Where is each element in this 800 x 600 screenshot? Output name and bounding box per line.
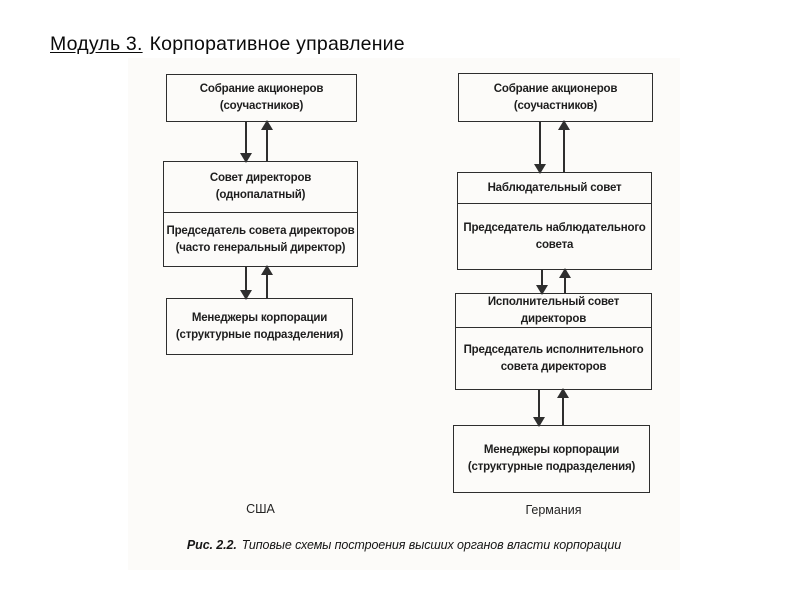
usa-shareholders-box [166,74,357,122]
germany-supervisory-chairman-line1: Председатель наблюдательного [463,221,646,234]
usa-arrow-up-1 [266,122,268,161]
figure-caption-number: Рис. 2.2. [186,538,237,552]
germany-arrow-down-2 [541,270,543,293]
germany-supervisory-line1: Наблюдательный совет [487,181,622,194]
germany-executive-cell [456,294,651,328]
germany-supervisory-chairman-cell [458,204,651,269]
germany-executive-line1: Исполнительный совет директоров [487,295,620,325]
germany-arrow-down-3 [538,390,540,425]
usa-board-line2: (однопалатный) [215,189,306,201]
usa-arrow-down-2 [245,267,247,298]
usa-board-line1: Совет директоров [209,172,312,184]
germany-arrow-up-2 [564,270,566,293]
usa-shareholders-line2: (соучастников) [219,100,304,112]
germany-supervisory-chairman-line2: совета [535,238,574,251]
usa-board-chairman-cell [164,213,357,266]
slide-title-subject: Корпоративное управление [149,33,405,55]
germany-managers-box [453,425,650,493]
germany-executive-box [455,293,652,390]
usa-board-chairman-line1: Председатель совета директоров [166,224,355,237]
germany-arrow-up-3 [562,390,564,425]
figure-caption-text: Типовые схемы построения высших органов власти корпорации [241,538,622,552]
usa-arrow-down-1 [245,122,247,161]
germany-shareholders-line1: Собрание акционеров [493,82,618,95]
usa-board-box [163,161,358,267]
usa-managers-line1: Менеджеры корпорации [191,311,328,324]
usa-managers-line2: (структурные подразделения) [175,328,344,341]
germany-arrow-down-1 [539,122,541,172]
slide-title [50,33,405,56]
germany-shareholders-line2: (соучастников) [513,99,598,112]
usa-shareholders-line1: Собрание акционеров [199,83,324,95]
germany-executive-chairman-cell [456,328,651,389]
germany-managers-line2: (структурные подразделения) [467,461,636,473]
country-label-usa: США [246,502,275,516]
usa-board-cell [164,162,357,213]
germany-arrow-up-1 [563,122,565,172]
usa-board-chairman-line2: (часто генеральный директор) [175,241,346,254]
germany-shareholders-box [458,73,653,122]
germany-executive-chairman-line1: Председатель исполнительного [463,343,644,356]
germany-supervisory-cell [458,173,651,204]
usa-managers-box [166,298,353,355]
figure-caption [130,538,678,552]
usa-arrow-up-2 [266,267,268,298]
germany-supervisory-box [457,172,652,270]
germany-executive-chairman-line2: совета директоров [500,360,607,373]
slide-title-module: Модуль 3. [50,33,143,55]
germany-managers-line1: Менеджеры корпорации [483,444,620,456]
country-label-germany: Германия [525,503,582,517]
